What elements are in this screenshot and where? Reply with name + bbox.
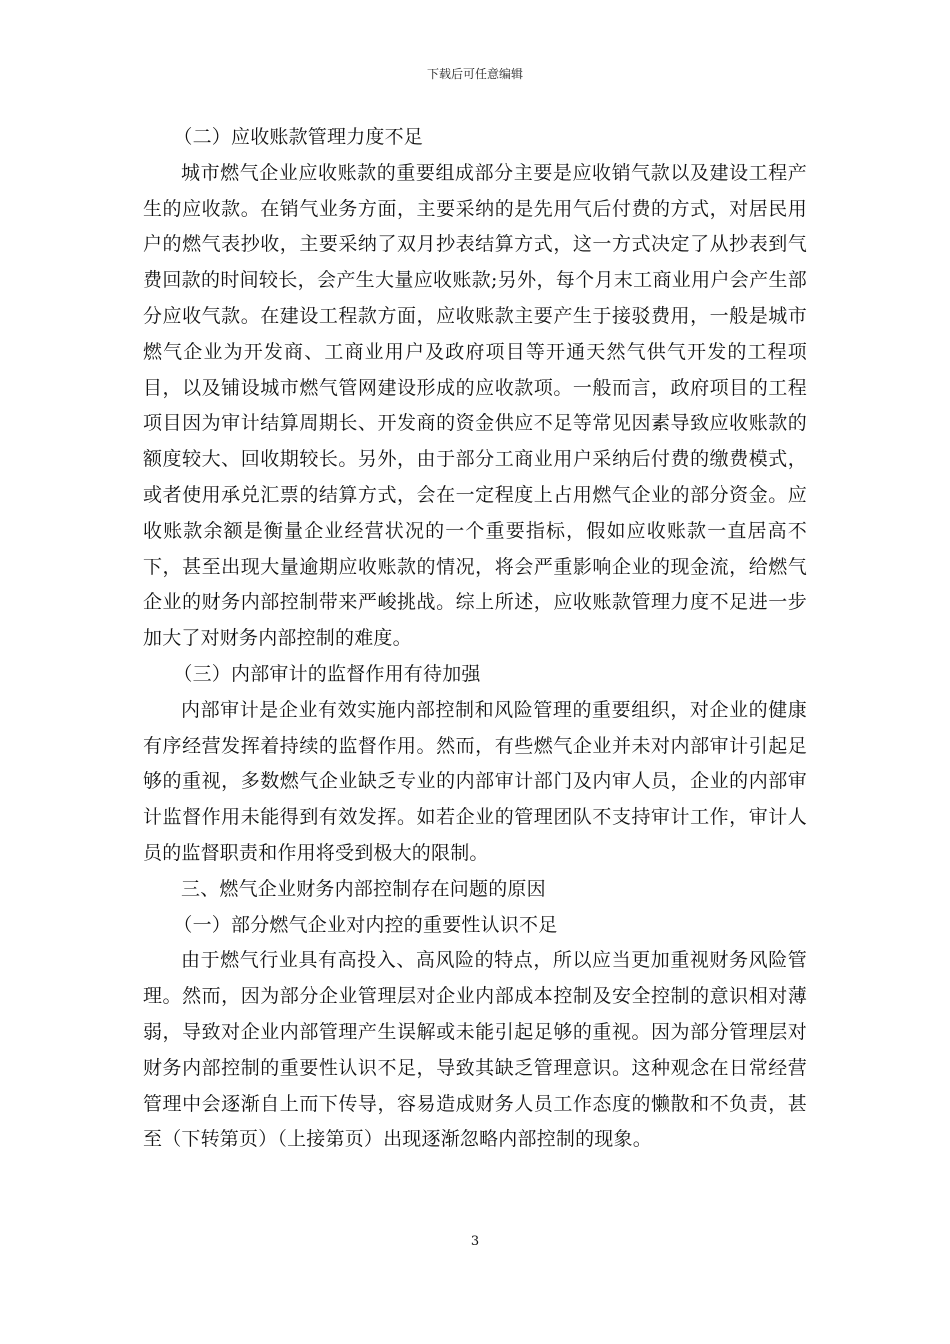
paragraph-awareness: 由于燃气行业具有高投入、高风险的特点，所以应当更加重视财务风险管理。然而，因为部分企业管理层对企业内部成本控制及安全控制的意识相对薄弱，导致对企业内部管理产生误解或未能引起足够的重视。因为部分管理层对财务内部控制的重要性认识不足，导致其缺乏管理意识。这种观念在日常经营管理中会逐渐自上而下传导，容易造成财务人员工作态度的懒散和不负责，甚至（下转第页）（上接第页）出现逐渐忽略内部控制的现象。 [143,949,807,1151]
section-heading-1: （一）部分燃气企业对内控的重要性认识不足 [173,913,558,936]
chapter-heading-3: 三、燃气企业财务内部控制存在问题的原因 [181,877,546,900]
paragraph-receivables: 城市燃气企业应收账款的重要组成部分主要是应收销气款以及建设工程产生的应收款。在销气业务方面，主要采纳的是先用气后付费的方式，对居民用户的燃气表抄收，主要采纳了双月抄表结算方式，这一方式决定了从抄表到气费回款的时间较长，会产生大量应收账款;另外，每个月末工商业用户会产生部分应收气款。在建设工程款方面，应收账款主要产生于接驳费用，一般是城市燃气企业为开发商、工商业用户及政府项目等开通天然气供气开发的工程项目，以及铺设城市燃气管网建设形成的应收款项。一般而言，政府项目的工程项目因为审计结算周期长、开发商的资金供应不足等常见因素导致应收账款的额度较大、回收期较长。另外，由于部分工商业用户采纳后付费的缴费模式，或者使用承兑汇票的结算方式，会在一定程度上占用燃气企业的部分资金。应收账款余额是衡量企业经营状况的一个重要指标，假如应收账款一直居高不下，甚至出现大量逾期应收账款的情况，将会严重影响企业的现金流，给燃气企业的财务内部控制带来严峻挑战。综上所述，应收账款管理力度不足进一步加大了对财务内部控制的难度。 [143,161,807,650]
paragraph-internal-audit: 内部审计是企业有效实施内部控制和风险管理的重要组织，对企业的健康有序经营发挥着持续的监督作用。然而，有些燃气企业并未对内部审计引起足够的重视，多数燃气企业缺乏专业的内部审计部门及内审人员，企业的内部审计监督作用未能得到有效发挥。如若企业的管理团队不支持审计工作，审计人员的监督职责和作用将受到极大的限制。 [143,698,807,864]
page-number: 3 [470,1234,480,1249]
page-header: 下载后可任意编辑 [426,67,523,81]
section-heading-2: （二）应收账款管理力度不足 [173,126,423,148]
section-heading-3: （三）内部审计的监督作用有待加强 [173,662,481,685]
document-body [143,120,807,1158]
